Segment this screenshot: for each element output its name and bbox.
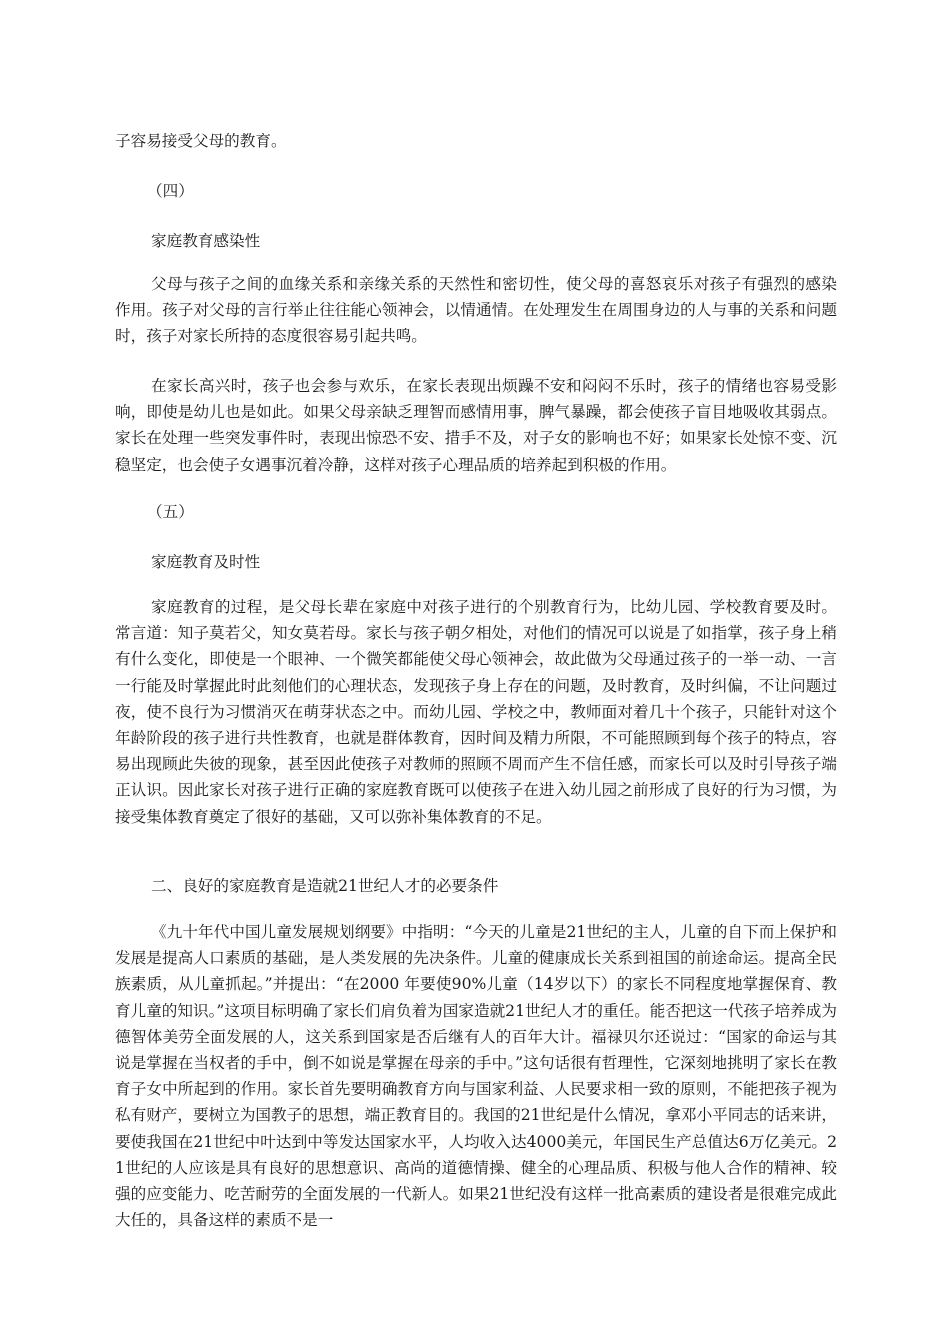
section-title-infectiousness: 家庭教育感染性 xyxy=(151,232,261,250)
paragraph-timeliness: 家庭教育的过程，是父母长辈在家庭中对孩子进行的个别教育行为，比幼儿园、学校教育要及时。常言道：知子莫若父，知女莫若母。家长与孩子朝夕相处，对他们的情况可以说是了如指掌，孩子身上稍有什么变化，即使是一个眼神、一个微笑都能使父母心领神会，故此做为父母通过孩子的一举一动、一言一行能及时掌握此时此刻他们的心理状态，发现孩子身上存在的问题，及时教育，及时纠偏，不让问题过夜，使不良行为习惯消灭在萌芽状态之中。而幼儿园、学校之中，教师面对着几十个孩子，只能针对这个年龄阶段的孩子进行共性教育，也就是群体教育，因时间及精力所限，不可能照顾到每个孩子的特点，容易出现顾此失彼的现象，甚至因此使孩子对教师的照顾不周而产生不信任感，而家长可以及时引导孩子端正认识。因此家长对孩子进行正确的家庭教育既可以使孩子在进入幼儿园之前形成了良好的行为习惯，为接受集体教育奠定了很好的基础，又可以弥补集体教育的不足。 xyxy=(115,598,837,826)
paragraph-continued: 子容易接受父母的教育。 xyxy=(115,132,287,150)
paragraph-infectiousness-2: 在家长高兴时，孩子也会参与欢乐，在家长表现出烦躁不安和闷闷不乐时，孩子的情绪也容易受影响，即使是幼儿也是如此。如果父母亲缺乏理智而感情用事，脾气暴躁，都会使孩子盲目地吸收其弱点。家长在处理一些突发事件时，表现出惊恐不安、措手不及，对子女的影响也不好；如果家长处惊不变、沉稳坚定，也会使子女遇事沉着冷静，这样对孩子心理品质的培养起到积极的作用。 xyxy=(115,377,837,474)
paragraph-infectiousness-1: 父母与孩子之间的血缘关系和亲缘关系的天然性和密切性，使父母的喜怒哀乐对孩子有强烈的感染作用。孩子对父母的言行举止往往能心领神会，以情通情。在处理发生在周围身边的人与事的关系和问题时，孩子对家长所持的态度很容易引起共鸣。 xyxy=(115,275,837,346)
section-title-timeliness: 家庭教育及时性 xyxy=(151,553,261,571)
paragraph-section-two: 《九十年代中国儿童发展规划纲要》中指明：“今天的儿童是21世纪的主人，儿童的自下而上保护和发展是提高人口素质的基础，是人类发展的先决条件。儿童的健康成长关系到祖国的前途命运。提高全民族素质，从儿童抓起。”并提出：“在2000 年要使90%儿童（14岁以下）的家长不同程度地掌握保育、教育儿童的知识。”这项目标明确了家长们肩负着为国家造就21世纪人才的重任。能否把这一代孩子培养成为德智体美劳全面发展的人，这关系到国家是否后继有人的百年大计。福禄贝尔还说过：“国家的命运与其说是掌握在当权者的手中，倒不如说是掌握在母亲的手中。”这句话很有哲理性，它深刻地挑明了家长在教育子女中所起到的作用。家长首先要明确教育方向与国家利益、人民要求相一致的原则，不能把孩子视为私有财产，要树立为国教子的思想，端正教育目的。我国的21世纪是什么情况，拿邓小平同志的话来讲，要使我国在21世纪中叶达到中等发达国家水平，人均收入达4000美元，年国民生产总值达6万亿美元。21世纪的人应该是具有良好的思想意识、高尚的道德情操、健全的心理品质、积极与他人合作的精神、较强的应变能力、吃苦耐劳的全面发展的一代新人。如果21世纪没有这样一批高素质的建设者是很难完成此大任的，具备这样的素质不是一 xyxy=(115,923,837,1230)
section-number-four: （四） xyxy=(147,182,194,200)
section-heading-two: 二、良好的家庭教育是造就21世纪人才的必要条件 xyxy=(151,877,499,895)
section-number-five: （五） xyxy=(147,503,194,521)
